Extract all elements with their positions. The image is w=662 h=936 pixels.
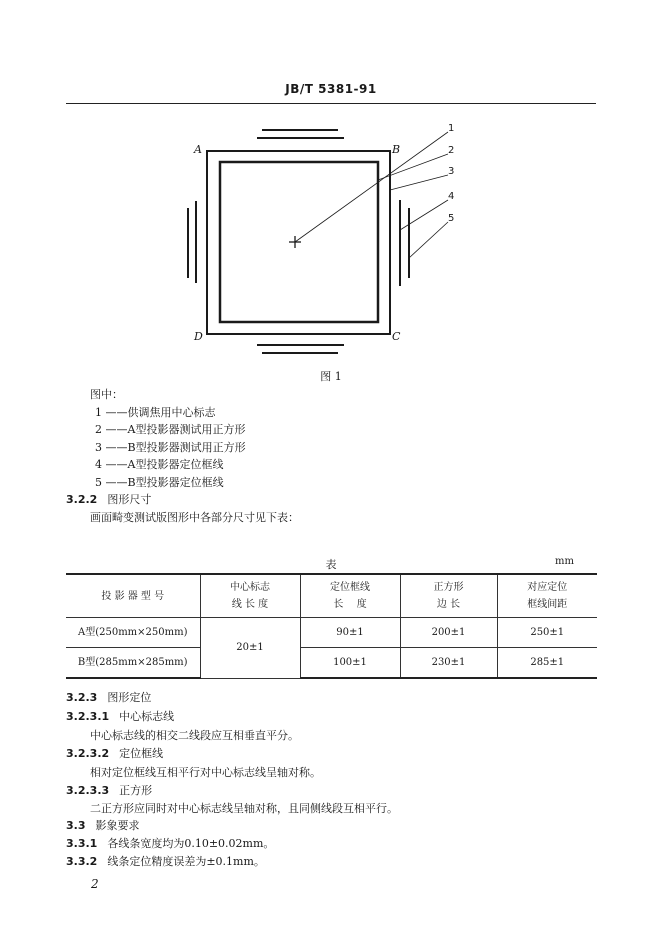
cell-frame-spacing: 250±1 [497, 618, 597, 648]
cell-center-line: 20±1 [200, 618, 300, 679]
section-3-3-1: 3.3.1 各线条宽度均为0.10±0.02mm。 [66, 837, 275, 850]
corner-label-a: A [194, 143, 202, 156]
header-rule [66, 103, 596, 104]
section-3-2-3-3-heading: 3.2.3.3 正方形 [66, 784, 153, 797]
leader-number-2: 2 [448, 145, 455, 156]
page-number: 2 [91, 877, 99, 891]
legend-item: 2 ——A型投影器测试用正方形 [95, 423, 246, 436]
header-square-side: 正方形 边 长 [400, 574, 497, 618]
leader-4 [400, 200, 448, 230]
section-3-3-2: 3.3.2 线条定位精度误差为±0.1mm。 [66, 855, 265, 868]
figure-legend [90, 386, 246, 491]
leader-number-5: 5 [448, 213, 455, 224]
header-frame-spacing: 对应定位 框线间距 [497, 574, 597, 618]
table-unit: mm [555, 556, 574, 567]
cell-model: B型(285mm×285mm) [66, 648, 200, 679]
corner-label-c: C [392, 330, 401, 343]
legend-item: 3 ——B型投影器测试用正方形 [95, 440, 246, 454]
dimension-table [66, 573, 597, 679]
figure-caption: 图 1 [320, 370, 342, 383]
section-3-2-3-3-body: 二正方形应同时对中心标志线呈轴对称，且同侧线段互相平行。 [90, 802, 398, 815]
section-3-2-2-body: 画面畸变测试版图形中各部分尺寸见下表： [90, 511, 299, 524]
header-center-line: 中心标志 线 长 度 [200, 574, 300, 618]
table-row [66, 648, 597, 679]
table-title: 表 [325, 558, 337, 571]
section-3-2-3-2-body: 相对定位框线互相平行对中心标志线呈轴对称。 [90, 766, 321, 779]
section-3-2-3-1-heading: 3.2.3.1 中心标志线 [66, 710, 175, 723]
table-row [66, 618, 597, 648]
legend-title: 图中： [90, 388, 123, 401]
corner-label-d: D [194, 330, 203, 343]
table-header-row [66, 574, 597, 618]
leader-3 [390, 175, 448, 190]
corner-label-b: B [392, 143, 401, 156]
leader-number-4: 4 [448, 191, 455, 202]
figure-1-diagram [180, 118, 480, 368]
cell-frame-length: 100±1 [300, 648, 400, 679]
standard-code: JB/T 5381-91 [285, 82, 377, 96]
section-3-2-3-2-heading: 3.2.3.2 定位框线 [66, 747, 164, 760]
cell-model: A型(250mm×250mm) [66, 618, 200, 648]
legend-item: 4 ——A型投影器定位框线 [95, 458, 224, 471]
section-3-3-heading: 3.3 影象要求 [66, 819, 140, 832]
section-3-2-3-heading: 3.2.3 图形定位 [66, 691, 152, 704]
leader-number-3: 3 [448, 166, 455, 177]
header-model: 投 影 器 型 号 [66, 574, 200, 618]
leader-number-1: 1 [448, 123, 455, 134]
section-3-2-2-heading: 3.2.2 图形尺寸 [66, 493, 152, 506]
leader-2 [378, 154, 448, 180]
section-3-2-3-1-body: 中心标志线的相交二线段应互相垂直平分。 [90, 729, 299, 742]
leader-5 [409, 222, 448, 258]
legend-item: 5 ——B型投影器定位框线 [95, 475, 224, 489]
cell-square-side: 230±1 [400, 648, 497, 679]
cell-frame-spacing: 285±1 [497, 648, 597, 679]
header-frame-length: 定位框线 长 度 [300, 574, 400, 618]
legend-item: 1 ——供调焦用中心标志 [95, 405, 216, 419]
cell-square-side: 200±1 [400, 618, 497, 648]
leader-1 [295, 132, 448, 242]
cell-frame-length: 90±1 [300, 618, 400, 648]
